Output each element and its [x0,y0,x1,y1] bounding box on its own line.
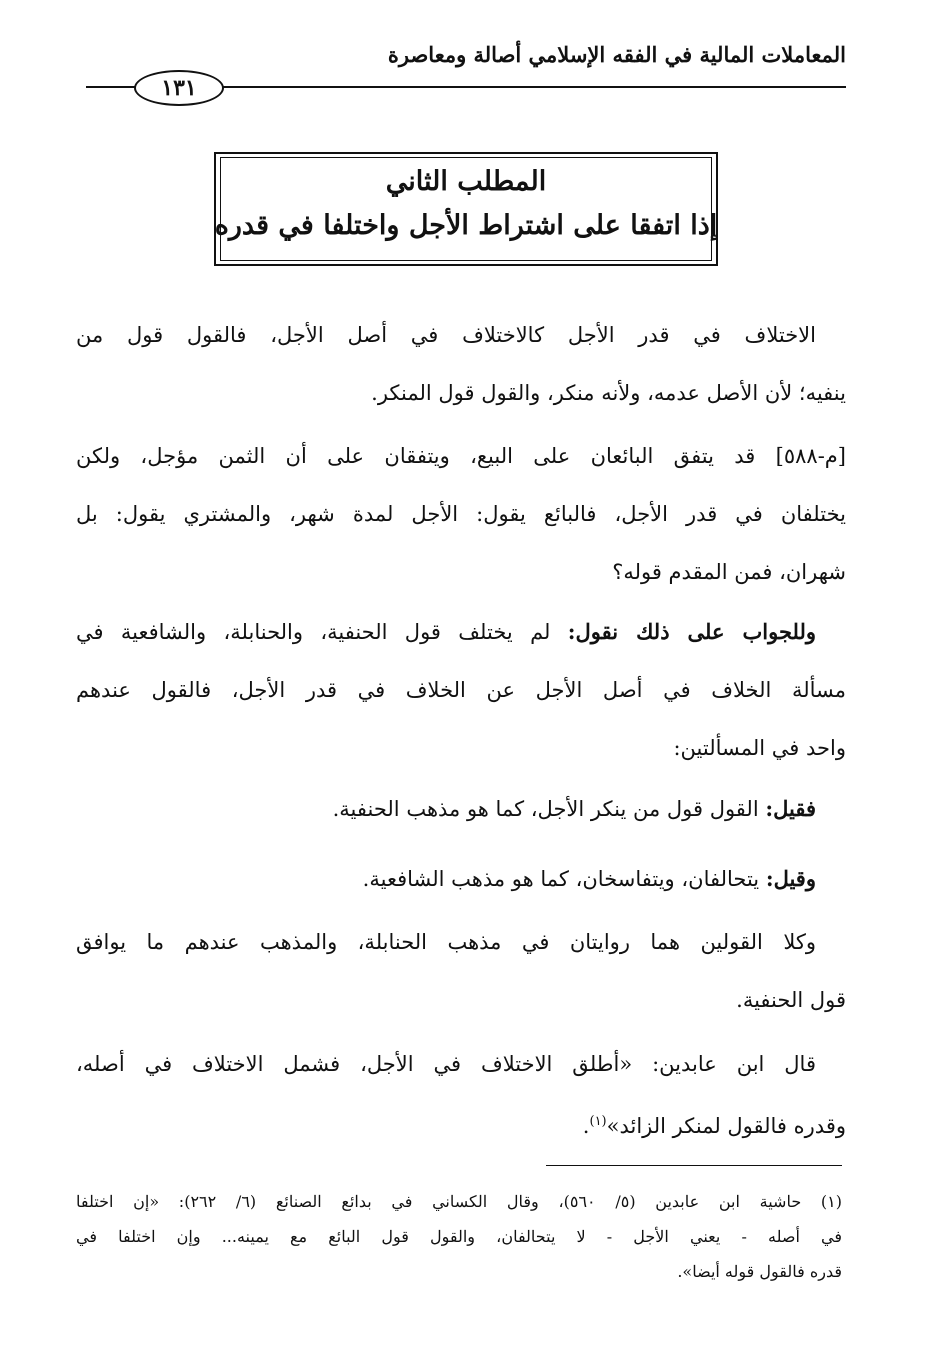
paragraph-text: وقدره فالقول لمنكر الزائد» [606,1114,846,1138]
paragraph-line [76,780,846,838]
paragraph-text: . [582,1114,590,1138]
paragraph-line: قال ابن عابدين: «أطلق الاختلاف في الأجل، فشمل الاختلاف في أصله، [76,1052,816,1076]
paragraph-line: وكلا القولين هما روايتان في مذهب الحنابلة، والمذهب عندهم ما يوافق [76,930,816,954]
running-header-title: المعاملات المالية في الفقه الإسلامي أصالة ومعاصرة [387,42,846,67]
paragraph-line [76,850,846,908]
footnote-line: في أصله - يعني الأجل - لا يتحالفان، والقول قول البائع مع يمينه... وإن اختلفا في [76,1227,842,1246]
footnote [76,1184,842,1289]
paragraph-lead: وللجواب على ذلك نقول: [567,619,816,644]
paragraph-line: [م-٥٨٨] قد يتفق البائعان على البيع، ويتفقان على أن الثمن مؤجل، ولكن [76,444,846,468]
paragraph-line: واحد في المسألتين: [673,736,846,760]
paragraph-7 [76,1035,846,1151]
paragraph-text: يتحالفان، ويتفاسخان، كما هو مذهب الشافعية. [362,867,766,891]
paragraph-line [76,1093,846,1151]
frame-line [220,157,712,158]
paragraph-line: قول الحنفية. [736,988,846,1012]
paragraph-1 [76,306,846,422]
paragraph-6 [76,913,846,1029]
section-subtitle: إذا اتفقا على اشتراط الأجل واختلفا في قدره [214,210,718,241]
paragraph-text: لم يختلف قول الحنفية، والحنابلة، والشافعية في [76,620,568,644]
paragraph-line: مسألة الخلاف في أصل الأجل عن الخلاف في قدر الأجل، فالقول عندهم [76,678,846,702]
section-title-box [214,152,718,266]
paragraph-text: القول قول من ينكر الأجل، كما هو مذهب الحنفية. [332,797,766,821]
paragraph-lead: وقيل: [765,866,816,891]
footnote-separator [546,1165,842,1166]
paragraph-line: يختلفان في قدر الأجل، فالبائع يقول: الأجل لمدة شهر، والمشتري يقول: بل [76,502,846,526]
paragraph-line [76,603,846,661]
paragraph-line: شهران، فمن المقدم قوله؟ [612,560,846,584]
section-title: المطلب الثاني [385,166,547,197]
frame-line [220,260,712,261]
paragraph-line: ينفيه؛ لأن الأصل عدمه، ولأنه منكر، والقول قول المنكر. [371,381,846,405]
paragraph-3 [76,603,846,777]
frame-line [214,264,718,266]
page-number-badge: ١٣١ [134,70,224,106]
footnote-reference: (١) [589,1114,607,1129]
footnote-line: قدره فالقول قوله أيضا». [677,1262,842,1281]
paragraph-lead: فقيل: [765,796,816,821]
paragraph-5 [76,850,846,908]
paragraph-4 [76,780,846,838]
footnote-line: (١) حاشية ابن عابدين (٥/ ٥٦٠)، وقال الكساني في بدائع الصنائع (٦/ ٢٦٢): «إن اختلفا [76,1192,843,1211]
paragraph-line: الاختلاف في قدر الأجل كالاختلاف في أصل الأجل، فالقول قول من [76,323,816,347]
paragraph-2 [76,427,846,601]
frame-line [214,152,718,154]
